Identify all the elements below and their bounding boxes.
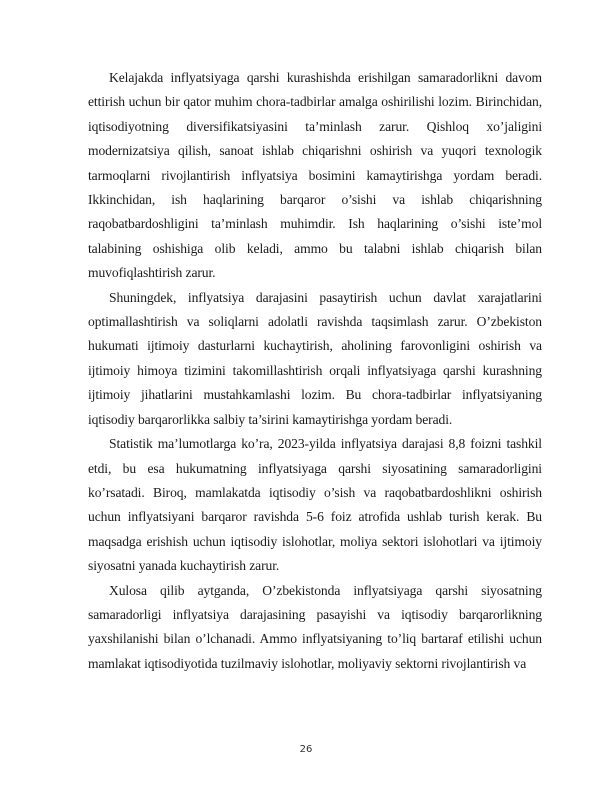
paragraph-3: Statistik ma’lumotlarga ko’ra, 2023-yilda inflyatsiya darajasi 8,8 foizni tashkil etdi, bu esa hukumatning inflyatsiyaga qarshi siyosatining samaradorligini ko’rsatadi. Biroq, mamlakatda iqtisodiy o’sish va raqobatbardoshlikni oshirish uchun inflyatsiyani barqaror ravishda 5-6 foiz atrofida ushlab turish kerak. Bu maqsadga erishish uchun iqtisodiy islohotlar, moliya sektori islohotlari va ijtimoiy siyosatni yanada kuchaytirish zarur. xyxy=(88,436,542,574)
paragraph-1: Kelajakda inflyatsiyaga qarshi kurashishda erishilgan samaradorlikni davom ettirish uchun bir qator muhim chora-tadbirlar amalga oshirilishi lozim. Birinchidan, iqtisodiyotning diversifikatsiyasini ta’minlash zarur. Qishloq xo’jaligini modernizatsiya qilish, sanoat ishlab chiqarishni oshirish va yuqori texnologik tarmoqlarni rivojlantirish inflyatsiya bosimini kamaytirishga yordam beradi. Ikkinchidan, ish haqlarining barqaror o’sishi va ishlab chiqarishning raqobatbardoshligini ta’minlash muhimdir. Ish haqlarining o’sishi iste’mol talabining oshishiga olib keladi, ammo bu talabni ishlab chiqarish bilan muvofiqlashtirish zarur. xyxy=(88,70,542,281)
page-number: 26 xyxy=(299,744,313,755)
paragraph-4: Xulosa qilib aytganda, O’zbekistonda inflyatsiyaga qarshi siyosatning samaradorligi inflyatsiya darajasining pasayishi va iqtisodiy barqarorlikning yaxshilanishi bilan o’lchanadi. Ammo inflyatsiyaning to’liq bartaraf etilishi uchun mamlakat iqtisodiyotida tuzilmaviy islohotlar, moliyaviy sektorni rivojlantirish va xyxy=(88,582,542,671)
paragraph-2: Shuningdek, inflyatsiya darajasini pasaytirish uchun davlat xarajatlarini optimallashtirish va soliqlarni adolatli ravishda taqsimlash zarur. O’zbekiston hukumati ijtimoiy dasturlarni kuchaytirish, aholining farovonligini oshirish va ijtimoiy himoya tizimini takomillashtirish orqali inflyatsiyaga qarshi kurashning ijtimoiy jihatlarini mustahkamlashi lozim. Bu chora-tadbirlar inflyatsiyaning iqtisodiy barqarorlikka salbiy ta’sirini kamaytirishga yordam beradi. xyxy=(88,289,542,427)
document-body xyxy=(88,66,542,676)
